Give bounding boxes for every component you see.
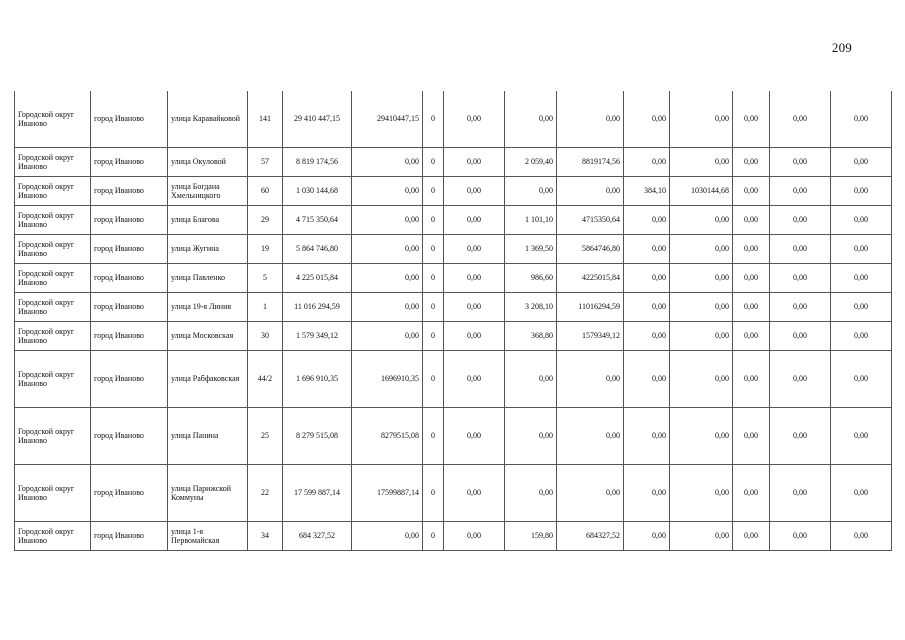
cell-total-cost: 5 864 746,80	[283, 234, 352, 263]
cell-district: Городской округ Иваново	[15, 263, 91, 292]
cell-street: улица Богдана Хмельницкого	[168, 176, 248, 205]
cell-c3: 0,00	[444, 292, 505, 321]
cell-c5: 8819174,56	[557, 147, 624, 176]
cell-c3: 0,00	[444, 521, 505, 550]
cell-street: улица Рабфаковская	[168, 350, 248, 407]
table-row	[15, 91, 892, 147]
cell-c9: 0,00	[770, 176, 831, 205]
cell-c5: 0,00	[557, 91, 624, 147]
cell-c5: 1579349,12	[557, 321, 624, 350]
cell-c2: 0	[423, 407, 444, 464]
cell-district: Городской округ Иваново	[15, 292, 91, 321]
data-table	[14, 91, 892, 551]
cell-c2: 0	[423, 292, 444, 321]
cell-house: 34	[248, 521, 283, 550]
cell-c7: 0,00	[670, 147, 733, 176]
cell-city: город Иваново	[91, 205, 168, 234]
cell-total-cost: 1 030 144,68	[283, 176, 352, 205]
cell-c7: 0,00	[670, 292, 733, 321]
cell-total-cost: 1 696 910,35	[283, 350, 352, 407]
cell-c6: 0,00	[624, 91, 670, 147]
cell-house: 30	[248, 321, 283, 350]
cell-c1: 0,00	[352, 321, 423, 350]
cell-district: Городской округ Иваново	[15, 147, 91, 176]
cell-district: Городской округ Иваново	[15, 205, 91, 234]
cell-c4: 1 101,10	[505, 205, 557, 234]
cell-c7: 0,00	[670, 234, 733, 263]
cell-c8: 0,00	[733, 407, 770, 464]
cell-c6: 0,00	[624, 407, 670, 464]
cell-c7: 0,00	[670, 521, 733, 550]
cell-street: улица Жугина	[168, 234, 248, 263]
cell-c5: 4715350,64	[557, 205, 624, 234]
cell-city: город Иваново	[91, 176, 168, 205]
table-row	[15, 521, 892, 550]
cell-c2: 0	[423, 263, 444, 292]
table-row	[15, 350, 892, 407]
cell-c1: 1696910,35	[352, 350, 423, 407]
table-row	[15, 407, 892, 464]
cell-c6: 0,00	[624, 263, 670, 292]
cell-c4: 0,00	[505, 407, 557, 464]
cell-c4: 1 369,50	[505, 234, 557, 263]
page-number: 209	[831, 40, 852, 55]
cell-c10: 0,00	[831, 234, 892, 263]
cell-total-cost: 4 715 350,64	[283, 205, 352, 234]
cell-c9: 0,00	[770, 91, 831, 147]
cell-house: 60	[248, 176, 283, 205]
cell-c4: 986,60	[505, 263, 557, 292]
cell-c5: 11016294,59	[557, 292, 624, 321]
cell-c6: 0,00	[624, 321, 670, 350]
table-body	[15, 91, 892, 550]
cell-house: 57	[248, 147, 283, 176]
cell-house: 25	[248, 407, 283, 464]
cell-c1: 17599887,14	[352, 464, 423, 521]
cell-c8: 0,00	[733, 350, 770, 407]
cell-c2: 0	[423, 521, 444, 550]
cell-c10: 0,00	[831, 176, 892, 205]
cell-c2: 0	[423, 234, 444, 263]
table-row	[15, 234, 892, 263]
cell-c3: 0,00	[444, 205, 505, 234]
cell-total-cost: 29 410 447,15	[283, 91, 352, 147]
cell-city: город Иваново	[91, 234, 168, 263]
cell-c1: 29410447,15	[352, 91, 423, 147]
cell-c2: 0	[423, 205, 444, 234]
cell-district: Городской округ Иваново	[15, 91, 91, 147]
cell-c6: 0,00	[624, 464, 670, 521]
cell-c9: 0,00	[770, 263, 831, 292]
table-row	[15, 147, 892, 176]
cell-c8: 0,00	[733, 176, 770, 205]
cell-c10: 0,00	[831, 407, 892, 464]
cell-c6: 0,00	[624, 147, 670, 176]
cell-c10: 0,00	[831, 521, 892, 550]
cell-c2: 0	[423, 147, 444, 176]
cell-district: Городской округ Иваново	[15, 321, 91, 350]
cell-c3: 0,00	[444, 147, 505, 176]
cell-city: город Иваново	[91, 464, 168, 521]
cell-c4: 0,00	[505, 464, 557, 521]
cell-c5: 684327,52	[557, 521, 624, 550]
cell-c5: 0,00	[557, 350, 624, 407]
cell-c2: 0	[423, 464, 444, 521]
cell-district: Городской округ Иваново	[15, 407, 91, 464]
cell-house: 22	[248, 464, 283, 521]
table-row	[15, 292, 892, 321]
cell-total-cost: 1 579 349,12	[283, 321, 352, 350]
table-row	[15, 205, 892, 234]
cell-c10: 0,00	[831, 147, 892, 176]
cell-street: улица 1-я Первомайская	[168, 521, 248, 550]
cell-street: улица Каравайковой	[168, 91, 248, 147]
cell-c7: 0,00	[670, 263, 733, 292]
cell-c1: 0,00	[352, 176, 423, 205]
cell-city: город Иваново	[91, 407, 168, 464]
cell-c8: 0,00	[733, 234, 770, 263]
cell-c5: 5864746,80	[557, 234, 624, 263]
table-row	[15, 176, 892, 205]
cell-city: город Иваново	[91, 91, 168, 147]
cell-city: город Иваново	[91, 147, 168, 176]
cell-c8: 0,00	[733, 91, 770, 147]
table-row	[15, 263, 892, 292]
cell-district: Городской округ Иваново	[15, 521, 91, 550]
cell-c1: 0,00	[352, 147, 423, 176]
cell-street: улица Панина	[168, 407, 248, 464]
cell-house: 29	[248, 205, 283, 234]
cell-house: 141	[248, 91, 283, 147]
cell-c4: 159,80	[505, 521, 557, 550]
cell-c6: 0,00	[624, 234, 670, 263]
cell-c7: 0,00	[670, 91, 733, 147]
cell-street: улица Московская	[168, 321, 248, 350]
cell-city: город Иваново	[91, 292, 168, 321]
cell-c8: 0,00	[733, 464, 770, 521]
cell-c9: 0,00	[770, 407, 831, 464]
cell-c8: 0,00	[733, 521, 770, 550]
cell-street: улица Окуловой	[168, 147, 248, 176]
cell-c4: 3 208,10	[505, 292, 557, 321]
cell-c7: 0,00	[670, 205, 733, 234]
cell-c6: 0,00	[624, 205, 670, 234]
cell-c3: 0,00	[444, 91, 505, 147]
cell-city: город Иваново	[91, 321, 168, 350]
cell-c7: 0,00	[670, 321, 733, 350]
cell-c9: 0,00	[770, 292, 831, 321]
cell-c3: 0,00	[444, 263, 505, 292]
cell-c2: 0	[423, 91, 444, 147]
cell-street: улица Парижской Коммуны	[168, 464, 248, 521]
cell-c4: 0,00	[505, 350, 557, 407]
cell-c3: 0,00	[444, 321, 505, 350]
cell-c9: 0,00	[770, 234, 831, 263]
cell-c8: 0,00	[733, 292, 770, 321]
cell-c1: 0,00	[352, 292, 423, 321]
cell-c5: 4225015,84	[557, 263, 624, 292]
cell-c5: 0,00	[557, 407, 624, 464]
cell-c8: 0,00	[733, 147, 770, 176]
cell-street: улица 19-я Линия	[168, 292, 248, 321]
cell-c7: 0,00	[670, 464, 733, 521]
cell-street: улица Благова	[168, 205, 248, 234]
cell-c6: 384,10	[624, 176, 670, 205]
cell-c10: 0,00	[831, 292, 892, 321]
cell-total-cost: 8 819 174,56	[283, 147, 352, 176]
cell-house: 44/2	[248, 350, 283, 407]
cell-c3: 0,00	[444, 176, 505, 205]
cell-total-cost: 17 599 887,14	[283, 464, 352, 521]
cell-house: 5	[248, 263, 283, 292]
cell-c10: 0,00	[831, 205, 892, 234]
cell-c6: 0,00	[624, 292, 670, 321]
cell-c2: 0	[423, 176, 444, 205]
cell-district: Городской округ Иваново	[15, 350, 91, 407]
cell-c4: 0,00	[505, 91, 557, 147]
cell-c10: 0,00	[831, 350, 892, 407]
cell-c2: 0	[423, 321, 444, 350]
cell-district: Городской округ Иваново	[15, 464, 91, 521]
cell-total-cost: 8 279 515,08	[283, 407, 352, 464]
cell-c2: 0	[423, 350, 444, 407]
cell-c3: 0,00	[444, 407, 505, 464]
cell-c7: 1030144,68	[670, 176, 733, 205]
cell-c1: 0,00	[352, 521, 423, 550]
cell-c10: 0,00	[831, 321, 892, 350]
cell-c3: 0,00	[444, 350, 505, 407]
cell-street: улица Павленко	[168, 263, 248, 292]
cell-city: город Иваново	[91, 350, 168, 407]
cell-c7: 0,00	[670, 407, 733, 464]
cell-c9: 0,00	[770, 147, 831, 176]
cell-total-cost: 684 327,52	[283, 521, 352, 550]
cell-total-cost: 4 225 015,84	[283, 263, 352, 292]
cell-c1: 0,00	[352, 205, 423, 234]
cell-c10: 0,00	[831, 263, 892, 292]
cell-district: Городской округ Иваново	[15, 176, 91, 205]
cell-c9: 0,00	[770, 350, 831, 407]
cell-c8: 0,00	[733, 321, 770, 350]
cell-c7: 0,00	[670, 350, 733, 407]
cell-c9: 0,00	[770, 464, 831, 521]
cell-c9: 0,00	[770, 321, 831, 350]
cell-c8: 0,00	[733, 205, 770, 234]
cell-city: город Иваново	[91, 263, 168, 292]
table-row	[15, 464, 892, 521]
cell-c5: 0,00	[557, 176, 624, 205]
cell-c3: 0,00	[444, 464, 505, 521]
cell-c4: 0,00	[505, 176, 557, 205]
cell-c6: 0,00	[624, 350, 670, 407]
cell-c9: 0,00	[770, 521, 831, 550]
cell-c6: 0,00	[624, 521, 670, 550]
cell-c10: 0,00	[831, 91, 892, 147]
cell-house: 1	[248, 292, 283, 321]
cell-c1: 0,00	[352, 234, 423, 263]
cell-house: 19	[248, 234, 283, 263]
cell-c3: 0,00	[444, 234, 505, 263]
cell-c1: 8279515,08	[352, 407, 423, 464]
cell-c8: 0,00	[733, 263, 770, 292]
cell-city: город Иваново	[91, 521, 168, 550]
cell-district: Городской округ Иваново	[15, 234, 91, 263]
cell-c4: 2 059,40	[505, 147, 557, 176]
table-row	[15, 321, 892, 350]
cell-c5: 0,00	[557, 464, 624, 521]
cell-c1: 0,00	[352, 263, 423, 292]
cell-c9: 0,00	[770, 205, 831, 234]
cell-c4: 368,80	[505, 321, 557, 350]
cell-total-cost: 11 016 294,59	[283, 292, 352, 321]
cell-c10: 0,00	[831, 464, 892, 521]
